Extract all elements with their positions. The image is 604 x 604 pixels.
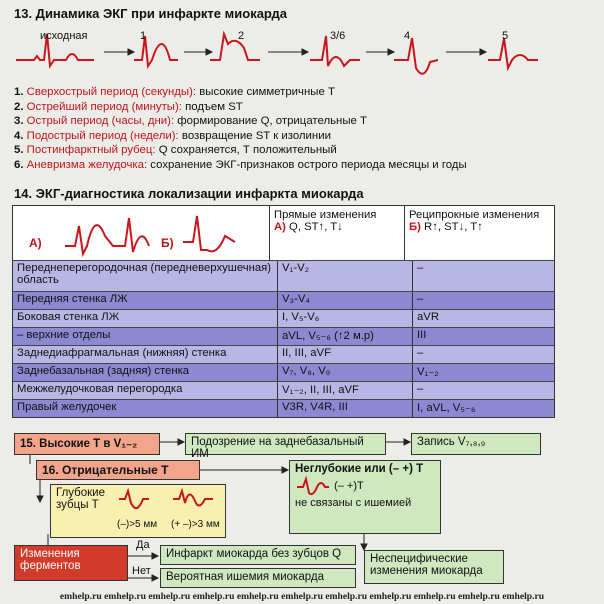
ecg-dynamics-strip (10, 26, 600, 84)
nonspecific-box: Неспецифические изменения миокарда (364, 550, 504, 584)
shallow-title: Неглубокие или (– +) Т (295, 463, 424, 475)
table-row: Переднеперегородочная (передневерхушечная) область V₁-V₂ – (13, 260, 554, 291)
label-b: Б) (161, 236, 174, 250)
table-row: Боковая стенка ЛЖ I, V₅-V₆ aVR (13, 309, 554, 327)
table-row: Межжелудочковая перегородка V₁₋₂, II, III, aVF – (13, 381, 554, 399)
record-box: Запись V₇,₈,₉ (411, 433, 541, 455)
ecg-stage-5 (488, 38, 538, 68)
deep-a: (–)>5 мм (117, 519, 158, 530)
localization-table (12, 205, 555, 418)
period-item-4: 4. Подострый период (недели): возвращение ST к изолинии (14, 129, 331, 142)
ecg-reciprocal-changes (183, 216, 235, 251)
shallow-t: (– +)Т (334, 479, 364, 492)
table-row: – верхние отделы aVL, V₅₋₆ (↑2 м.р) III (13, 327, 554, 345)
ecg-stage-label-4: 4 (404, 30, 411, 42)
section13-title: 13. Динамика ЭКГ при инфаркте миокарда (14, 6, 288, 21)
table-row: Заднебазальная (задняя) стенка V₇, V₈, V₉ V₁₋₂ (13, 363, 554, 381)
ecg-deep-t-icons (117, 487, 221, 515)
ischemia-box: Вероятная ишемия миокарда (160, 568, 356, 588)
deep-b: (+ –)>3 мм (171, 519, 220, 530)
suspect-box: Подозрение на заднебазальный ИМ (185, 433, 386, 455)
table-row: Правый желудочек V3R, V4R, III I, aVL, V₅₋₆ (13, 399, 554, 417)
shallow-t-box (289, 460, 441, 534)
header-ecg-cell (13, 206, 270, 260)
high-t-box: 15. Высокие Т в V₁₋₂ (14, 433, 160, 455)
ecg-stage-4 (394, 38, 438, 74)
period-item-1: 1. Сверхострый период (секунды): высокие симметричные Т (14, 86, 335, 98)
period-list (14, 85, 467, 173)
footer-watermark: emhelp.ru emhelp.ru emhelp.ru emhelp.ru emhelp.ru emhelp.ru emhelp.ru emhelp.ru emhelp.ru emhelp.ru emhelp.ru (59, 591, 545, 602)
ecg-ab-icons (13, 206, 269, 260)
ecg-direct-changes (65, 218, 149, 254)
ecg-stage-label-2: 2 (238, 30, 245, 42)
header-direct: Прямые изменения А) Q, ST↑, T↓ (270, 206, 405, 260)
header-reciprocal: Реципрокные изменения Б) R↑, ST↓, T↑ (409, 209, 540, 233)
period-item-2: 2. Острейший период (минуты): подъем ST (14, 100, 243, 113)
period-item-3: 3. Острый период (часы, дни): формирование Q, отрицательные Т (14, 115, 367, 128)
shallow-desc: не связаны с ишемией (295, 497, 412, 509)
mi-box: Инфаркт миокарда без зубцов Q (160, 545, 356, 565)
period-item-5: 5. Постинфарктный рубец: Q сохраняется, Т положительный (14, 144, 337, 157)
enzymes-box: Изменения ферментов (14, 545, 128, 581)
ecg-stage-label-3-6: 3/6 (330, 30, 346, 42)
ecg-stage-label-initial: исходная (40, 30, 88, 42)
negative-t-box: 16. Отрицательные Т (36, 460, 200, 480)
no-label: Нет (132, 565, 151, 577)
deep-label: Глубокие зубцы Т (56, 487, 106, 511)
deep-t-box (50, 484, 226, 538)
table-row: Передняя стенка ЛЖ V₃-V₄ – (13, 291, 554, 309)
table-row: Заднедиафрагмальная (нижняя) стенка II, III, aVF – (13, 345, 554, 363)
ecg-stage-label-5: 5 (502, 30, 509, 42)
section14-title: 14. ЭКГ-диагностика локализации инфаркта миокарда (14, 186, 364, 201)
period-item-6: 6. Аневризма желудочка: сохранение ЭКГ-признаков острого периода месяцы и годы (14, 158, 467, 171)
yes-label: Да (136, 539, 150, 551)
ecg-stage-2 (210, 34, 260, 60)
ecg-shallow-t-icon (295, 475, 331, 497)
label-a: А) (29, 236, 42, 250)
ecg-stage-label-1: 1 (140, 30, 147, 42)
table-header (13, 206, 554, 260)
